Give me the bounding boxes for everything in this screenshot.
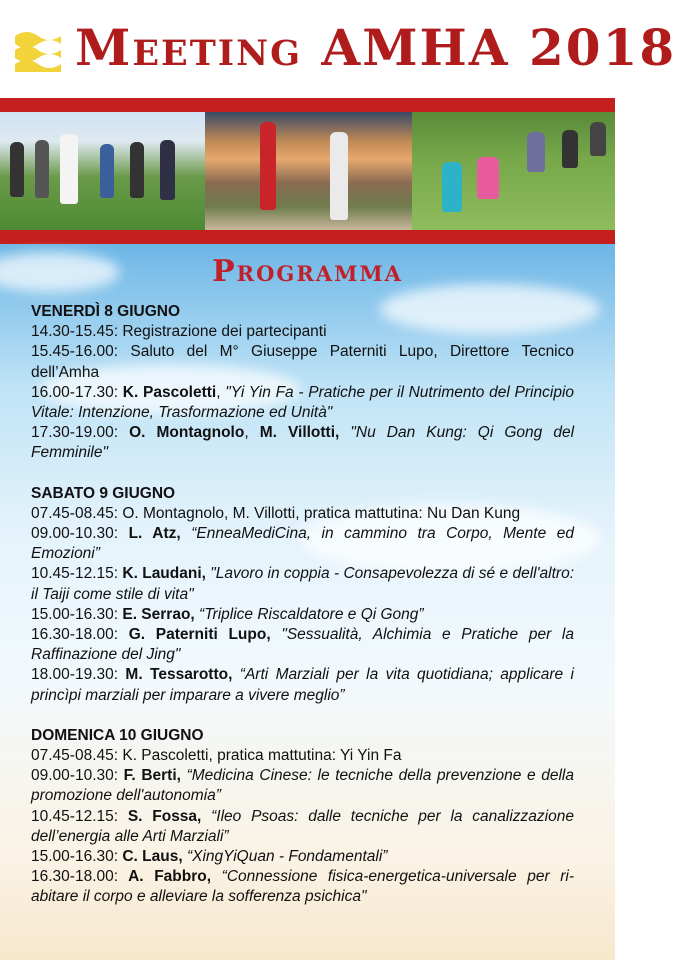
schedule-item: 09.00-10.30: L. Atz, “EnneaMediCina, in cammino tra Corpo, Mente ed Emozioni” <box>31 525 574 563</box>
page-title: Meeting AMHA 2018 <box>75 18 676 77</box>
schedule-item: 16.30-18.00: G. Paterniti Lupo, "Sessualità, Alchimia e Pratiche per la Raffinazione del Jing" <box>31 626 574 664</box>
program-list <box>31 302 574 908</box>
top-red-bar <box>0 98 615 112</box>
day-heading-saturday: SABATO 9 GIUGNO <box>31 484 176 502</box>
schedule-item: 15.00-16.30: C. Laus, “XingYiQuan - Fondamentali” <box>31 848 388 866</box>
schedule-item: 15.00-16.30: E. Serrao, “Triplice Riscaldatore e Qi Gong” <box>31 605 424 623</box>
schedule-item: 07.45-08.45: K. Pascoletti, pratica mattutina: Yi Yin Fa <box>31 747 402 765</box>
day-heading-friday: VENERDÌ 8 GIUGNO <box>31 303 180 320</box>
schedule-item: 16.00-17.30: K. Pascoletti, "Yi Yin Fa - Pratiche per il Nutrimento del Principio Vitale: Intenzione, Trasformazione ed Unità" <box>31 383 575 422</box>
schedule-item: 10.45-12.15: S. Fossa, “Ileo Psoas: dalle tecniche per la canalizzazione dell’energia alle Arti Marziali” <box>31 807 574 845</box>
header <box>0 0 676 98</box>
program-title: Programma <box>212 254 403 289</box>
schedule-item: 09.00-10.30: F. Berti, “Medicina Cinese: le tecniche della prevenzione e della promozione dell'autonomia” <box>31 767 574 805</box>
schedule-item: 16.30-18.00: A. Fabbro, “Connessione fisica-energetica-universale per ri-abitare il corpo e alleviare la sofferenza psichica" <box>31 868 575 906</box>
program-section <box>0 244 615 960</box>
photo-sunset-duo <box>205 112 412 230</box>
schedule-item: 14.30-15.45: Registrazione dei partecipanti <box>31 323 327 341</box>
schedule-item: 15.45-16.00: Saluto del M° Giuseppe Paterniti Lupo, Direttore Tecnico dell’Amha <box>31 343 574 381</box>
photo-group-practice <box>0 112 205 230</box>
schedule-item: 10.45-12.15: K. Laudani, "Lavoro in coppia - Consapevolezza di sé e dell'altro: il Taiji come stile di vita" <box>31 565 574 603</box>
bottom-red-bar <box>0 230 615 244</box>
amha-logo-icon <box>13 26 63 76</box>
photo-children-park <box>412 112 615 230</box>
schedule-item: 18.00-19.30: M. Tessarotto, “Arti Marziali per la vita quotidiana; applicare i princìpi marziali per imparare a vivere meglio” <box>31 666 574 704</box>
day-heading-sunday: DOMENICA 10 GIUGNO <box>31 726 204 744</box>
photo-strip <box>0 112 615 230</box>
schedule-item: 17.30-19.00: O. Montagnolo, M. Villotti, "Nu Dan Kung: Qi Gong del Femminile" <box>31 424 575 462</box>
schedule-item: 07.45-08.45: O. Montagnolo, M. Villotti, pratica mattutina: Nu Dan Kung <box>31 504 521 522</box>
